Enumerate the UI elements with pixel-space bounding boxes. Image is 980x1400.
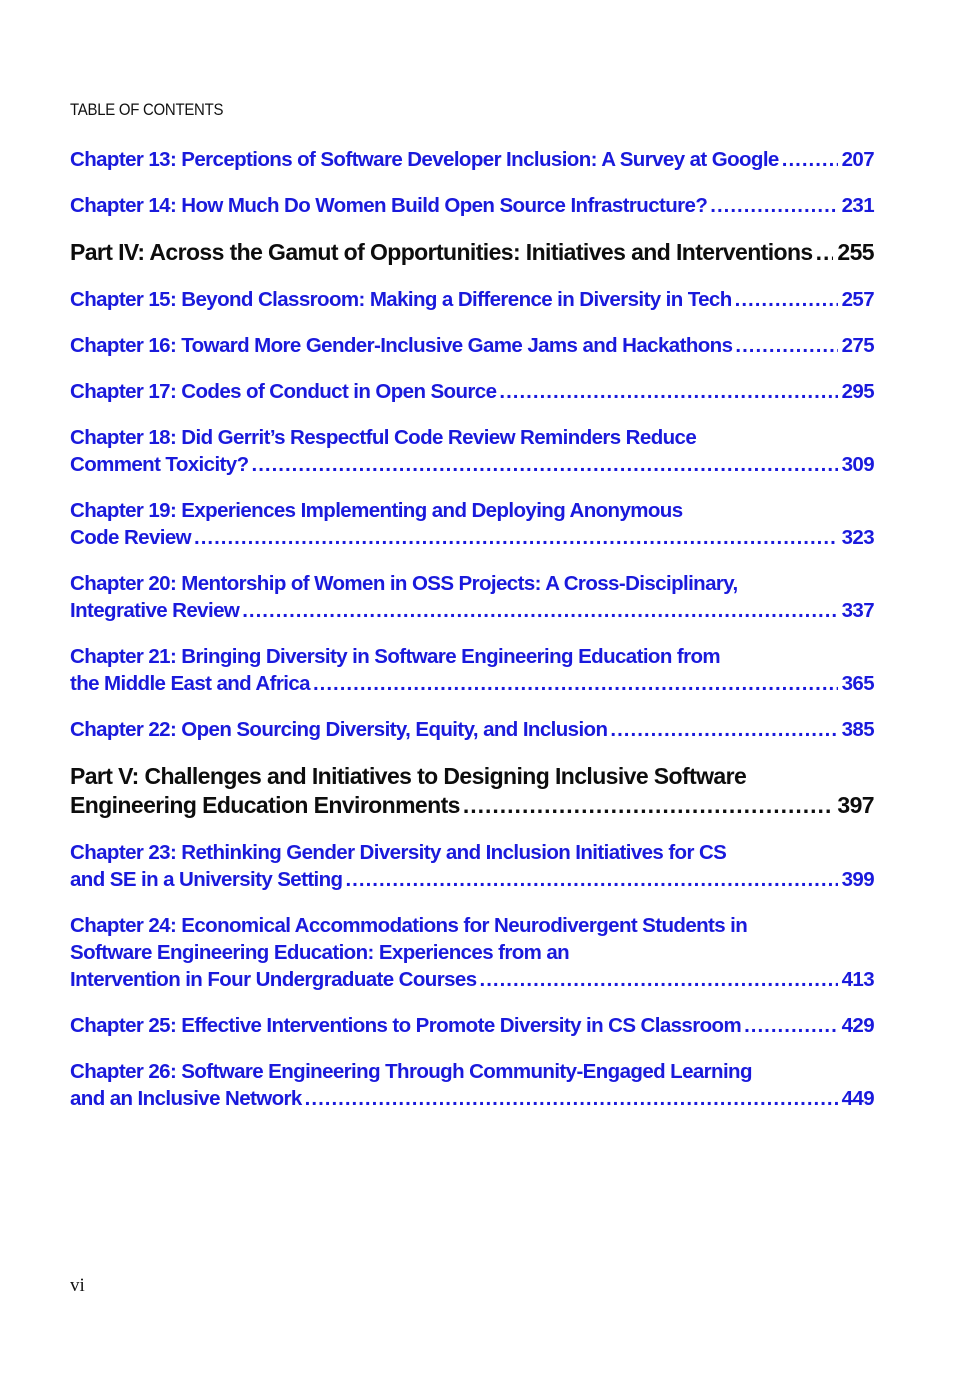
toc-chapter-entry[interactable] [70,1058,874,1112]
toc-page-number: 295 [841,380,874,403]
toc-entry-leader-line [70,791,874,820]
toc-chapter-entry[interactable] [70,912,874,993]
toc-part-entry[interactable] [70,762,874,820]
toc-entry-title-line: Chapter 22: Open Sourcing Diversity, Equity, and Inclusion [70,718,608,741]
toc-entry-title-line: Engineering Education Environments [70,792,460,818]
toc-entry-title-line: Code Review [70,526,191,549]
toc-chapter-entry[interactable] [70,378,874,405]
dot-leader [305,1085,838,1112]
toc-entry-leader-line [70,192,874,219]
toc-entry-title-line: Chapter 15: Beyond Classroom: Making a Difference in Diversity in Tech [70,288,732,311]
toc-entry-leader-line [70,670,874,697]
toc-page-number: 413 [841,968,874,991]
toc-page-number: 385 [841,718,874,741]
toc-entry-title-line: Integrative Review [70,599,240,622]
toc-chapter-entry[interactable] [70,839,874,893]
toc-chapter-entry[interactable] [70,332,874,359]
toc-entry-leader-line [70,1085,874,1112]
toc-chapter-entry[interactable] [70,643,874,697]
running-head: TABLE OF CONTENTS [70,100,224,119]
toc-entry-title-line: Chapter 18: Did Gerrit’s Respectful Code Review Reminders Reduce [70,426,697,449]
toc-page-number: 397 [837,792,874,818]
dot-leader [710,192,837,219]
toc-entry-title-line: Part IV: Across the Gamut of Opportunities: Initiatives and Interventions [70,239,813,265]
toc-entry-title-line: the Middle East and Africa [70,672,310,695]
toc-entry-leader-line [70,451,874,478]
dot-leader [735,286,838,313]
toc-entry-title-line: Chapter 20: Mentorship of Women in OSS Projects: A Cross-Disciplinary, [70,572,738,595]
toc-page-number: 309 [841,453,874,476]
dot-leader [345,866,837,893]
toc-chapter-entry[interactable] [70,716,874,743]
dot-leader [499,378,837,405]
toc-entry-title-line: Chapter 25: Effective Interventions to Promote Diversity in CS Classroom [70,1014,742,1037]
dot-leader [463,791,834,820]
toc-chapter-entry[interactable] [70,1012,874,1039]
dot-leader [744,1012,838,1039]
toc-entry-title-line: Comment Toxicity? [70,453,249,476]
toc-entry-title-line: Part V: Challenges and Initiatives to Designing Inclusive Software [70,763,747,789]
toc-chapter-entry[interactable] [70,146,874,173]
toc-page-number: 337 [841,599,874,622]
toc-entry-leader-line [70,238,874,267]
dot-leader [735,332,837,359]
dot-leader [816,238,834,267]
dot-leader [194,524,838,551]
toc-entry-title-line: Chapter 21: Bringing Diversity in Software Engineering Education from [70,645,721,668]
toc-entry-title-line: Chapter 17: Codes of Conduct in Open Source [70,380,497,403]
toc-entry-title-line: Software Engineering Education: Experiences from an [70,941,570,964]
toc-entry-leader-line [70,966,874,993]
toc-entry-title-line: Chapter 24: Economical Accommodations for Neurodivergent Students in [70,914,748,937]
toc-entry-title-line: Chapter 26: Software Engineering Through Community-Engaged Learning [70,1060,752,1083]
toc-page-number: 399 [841,868,874,891]
toc-entry-leader-line [70,378,874,405]
toc-entry-leader-line [70,146,874,173]
toc-page-number: 365 [841,672,874,695]
toc-chapter-entry[interactable] [70,497,874,551]
toc-page-number: 275 [841,334,874,357]
toc-page-number: 429 [841,1014,874,1037]
toc-page-number: 255 [837,239,874,265]
toc-page-number: 207 [841,148,874,171]
toc-chapter-entry[interactable] [70,424,874,478]
table-of-contents [70,146,874,1131]
toc-entry-leader-line [70,524,874,551]
toc-chapter-entry[interactable] [70,192,874,219]
dot-leader [610,716,837,743]
dot-leader [480,966,838,993]
toc-entry-leader-line [70,597,874,624]
toc-entry-leader-line [70,1012,874,1039]
toc-entry-leader-line [70,866,874,893]
toc-part-entry[interactable] [70,238,874,267]
dot-leader [242,597,837,624]
toc-entry-title-line: Chapter 16: Toward More Gender-Inclusive Game Jams and Hackathons [70,334,733,357]
page-number: vi [70,1275,85,1296]
toc-entry-title-line: Chapter 14: How Much Do Women Build Open Source Infrastructure? [70,194,708,217]
toc-page-number: 323 [841,526,874,549]
toc-entry-title-line: and SE in a University Setting [70,868,343,891]
toc-page-number: 449 [841,1087,874,1110]
toc-entry-title-line: Chapter 13: Perceptions of Software Developer Inclusion: A Survey at Google [70,148,779,171]
toc-entry-leader-line [70,716,874,743]
toc-entry-leader-line [70,286,874,313]
dot-leader [313,670,838,697]
toc-entry-title-line: Chapter 23: Rethinking Gender Diversity and Inclusion Initiatives for CS [70,841,727,864]
toc-entry-leader-line [70,332,874,359]
toc-entry-title-line: Intervention in Four Undergraduate Courses [70,968,477,991]
toc-entry-title-line: and an Inclusive Network [70,1087,302,1110]
dot-leader [252,451,838,478]
toc-page-number: 257 [841,288,874,311]
toc-entry-title-line: Chapter 19: Experiences Implementing and Deploying Anonymous [70,499,683,522]
dot-leader [782,146,838,173]
toc-chapter-entry[interactable] [70,286,874,313]
toc-chapter-entry[interactable] [70,570,874,624]
toc-page-number: 231 [841,194,874,217]
